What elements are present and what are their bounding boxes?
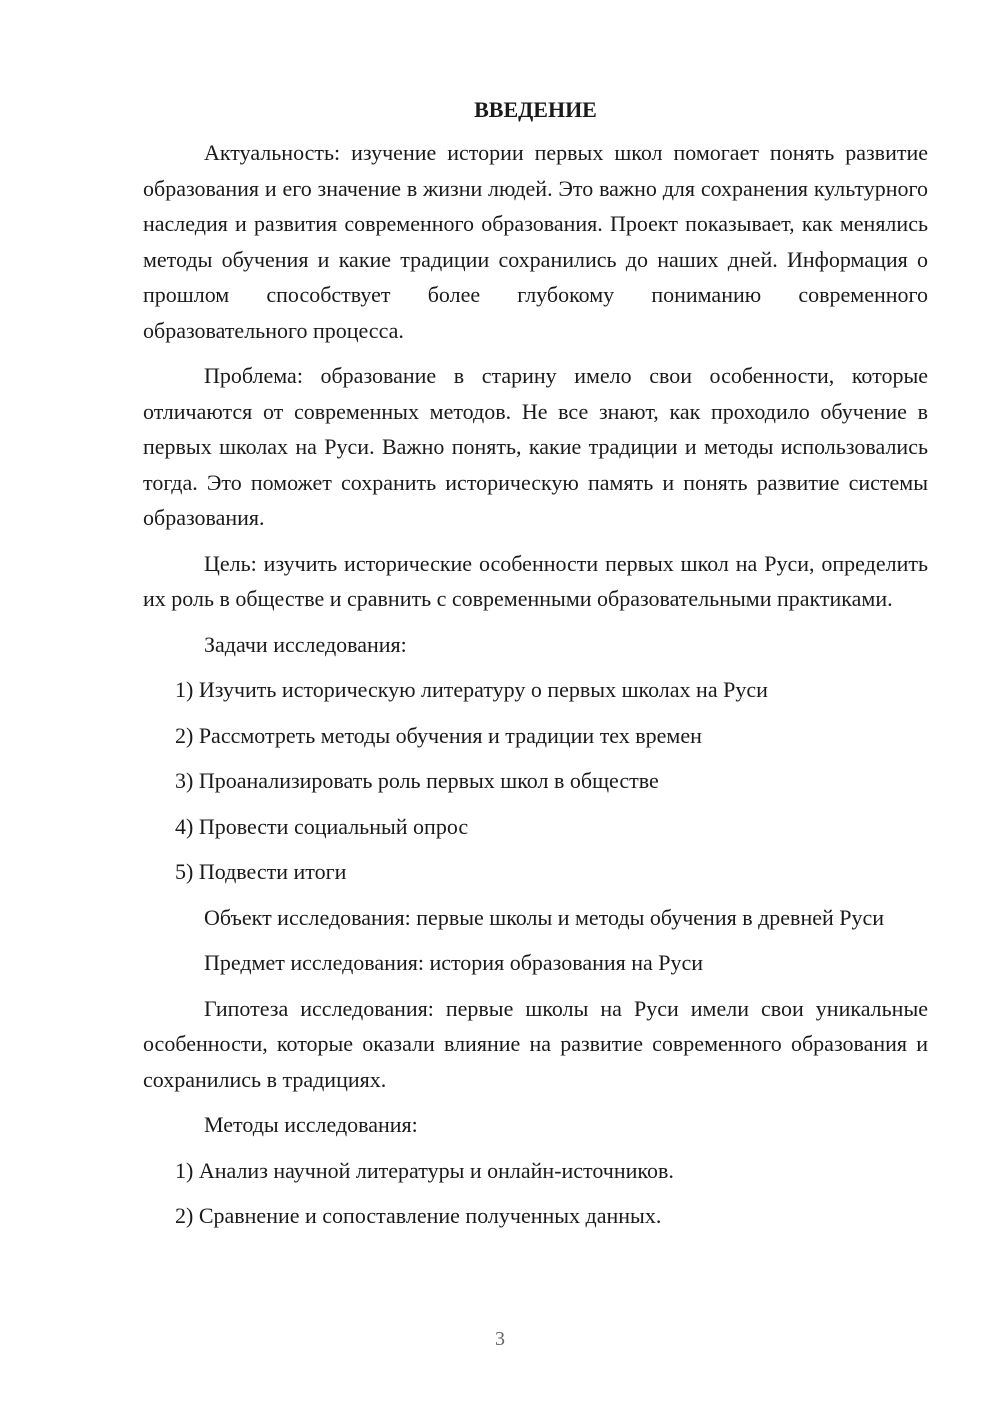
task-item: 4) Провести социальный опрос <box>175 813 469 839</box>
task-item: 1) Изучить историческую литературу о первых школах на Руси <box>175 677 768 702</box>
subject-paragraph: Предмет исследования: история образования на Руси <box>204 950 704 975</box>
problem-paragraph: Проблема: образование в старину имело свои особенности, которые отличаются от современных методов. Не все знают, как проходило обучение в первых школах на Руси. Важно понять, какие традиции и методы использовались тогда. Это поможет сохранить историческую память и понять развитие системы образования. <box>143 363 928 530</box>
object-paragraph: Объект исследования: первые школы и методы обучения в древней Руси <box>204 904 885 930</box>
document-page <box>143 92 928 1234</box>
hypothesis-paragraph: Гипотеза исследования: первые школы на Руси имели свои уникальные особенности, которые оказали влияние на развитие современного образования и сохранились в традициях. <box>143 995 928 1092</box>
method-item: 1) Анализ научной литературы и онлайн-источников. <box>175 1157 674 1183</box>
task-item: 5) Подвести итоги <box>175 859 347 884</box>
section-heading: ВВЕДЕНИЕ <box>474 97 597 122</box>
goal-paragraph: Цель: изучить исторические особенности первых школ на Руси, определить их роль в обществе и сравнить с современными образовательными практиками. <box>143 550 928 611</box>
method-item: 2) Сравнение и сопоставление полученных данных. <box>175 1203 662 1228</box>
page-number: 3 <box>495 1328 505 1350</box>
task-item: 3) Проанализировать роль первых школ в обществе <box>175 768 659 793</box>
methods-label: Методы исследования: <box>204 1112 418 1137</box>
task-item: 2) Рассмотреть методы обучения и традиции тех времен <box>175 722 702 748</box>
tasks-label: Задачи исследования: <box>204 631 407 657</box>
relevance-paragraph: Актуальность: изучение истории первых школ помогает понять развитие образования и его значение в жизни людей. Это важно для сохранения культурного наследия и развития современного образования. Проект показывает, как менялись методы обучения и какие традиции сохранились до наших дней. Информация о прошлом способствует более глубокому пониманию современного образовательного процесса. <box>143 140 928 343</box>
